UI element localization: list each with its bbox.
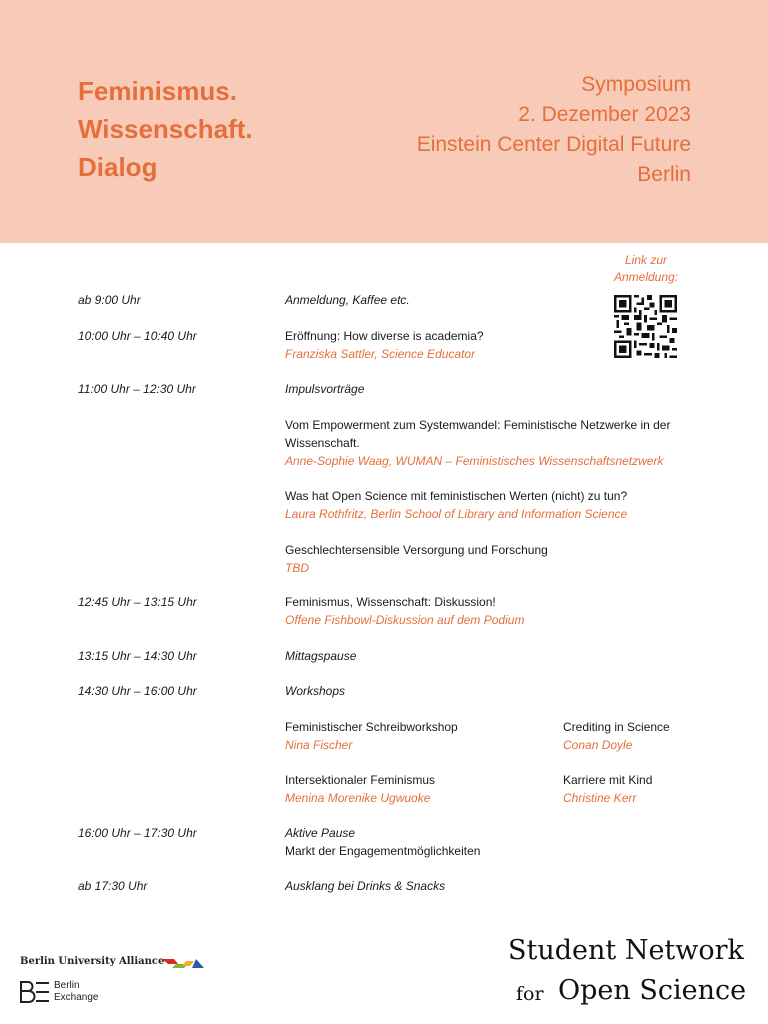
be-line: Berlin <box>54 980 80 991</box>
berlin-exchange-label <box>54 980 98 1004</box>
time-label: ab 9:00 Uhr <box>78 293 141 307</box>
talk-title: Geschlechtersensible Versorgung und Forschung <box>285 543 548 557</box>
session-title: Feminismus, Wissenschaft: Diskussion! <box>285 595 496 609</box>
session-title: Ausklang bei Drinks & Snacks <box>285 879 446 893</box>
page-title <box>78 72 253 186</box>
speaker: Laura Rothfritz, Berlin School of Library and Information Science <box>285 507 628 521</box>
speaker: TBD <box>285 561 309 575</box>
time-label: 16:00 Uhr – 17:30 Uhr <box>78 826 197 840</box>
workshop-title: Intersektionaler Feminismus <box>285 773 436 787</box>
workshop-title: Crediting in Science <box>563 720 670 734</box>
talk-title: Vom Empowerment zum Systemwandel: Feministische Netzwerke in der Wissenschaft. <box>285 418 671 450</box>
berlin-exchange-logo-icon <box>20 981 50 1003</box>
session-title: Workshops <box>285 684 346 698</box>
talk-title: Was hat Open Science mit feministischen Werten (nicht) zu tun? <box>285 489 628 503</box>
student-network-logo: Student Network <box>508 935 744 966</box>
time-label: ab 17:30 Uhr <box>78 879 148 893</box>
speaker: Franziska Sattler, Science Educator <box>285 347 476 361</box>
time-label: 13:15 Uhr – 14:30 Uhr <box>78 649 197 663</box>
speaker: Menina Morenike Ugwuoke <box>285 791 431 805</box>
registration-label <box>600 252 692 286</box>
workshop-title: Feministischer Schreibworkshop <box>285 720 458 734</box>
event-city: Berlin <box>637 163 691 186</box>
event-info <box>417 70 691 190</box>
time-label: 14:30 Uhr – 16:00 Uhr <box>78 684 197 698</box>
time-label: 11:00 Uhr – 12:30 Uhr <box>78 382 196 396</box>
session-title: Eröffnung: How diverse is academia? <box>285 329 484 343</box>
berlin-university-alliance-logo: Berlin University Alliance <box>20 956 165 967</box>
header-banner <box>0 0 768 243</box>
title-line: Feminismus. <box>78 76 237 106</box>
event-venue: Einstein Center Digital Future <box>416 133 691 156</box>
speaker: Nina Fischer <box>285 738 353 752</box>
event-type: Symposium <box>581 73 691 96</box>
speaker: Christine Kerr <box>563 791 637 805</box>
time-label: 12:45 Uhr – 13:15 Uhr <box>78 595 197 609</box>
session-title: Aktive Pause <box>285 826 356 840</box>
open-science-logo: Open Science <box>558 975 747 1006</box>
be-line: Exchange <box>54 992 99 1003</box>
session-title: Mittagspause <box>285 649 357 663</box>
session-title: Impulsvorträge <box>285 382 365 396</box>
event-date: 2. Dezember 2023 <box>518 103 691 126</box>
registration-label-line: Anmeldung: <box>613 270 679 284</box>
speaker: Anne-Sophie Waag, WUMAN – Feministisches Wissenschaftsnetzwerk <box>285 454 664 468</box>
bua-mark-icon <box>162 956 208 970</box>
time-label: 10:00 Uhr – 10:40 Uhr <box>78 329 197 343</box>
session-subtitle: Markt der Engagementmöglichkeiten <box>285 844 481 858</box>
speaker: Offene Fishbowl-Diskussion auf dem Podium <box>285 613 525 627</box>
registration-label-line: Link zur <box>624 253 668 267</box>
title-line: Wissenschaft. <box>78 114 253 144</box>
title-line: Dialog <box>78 152 158 182</box>
student-network-for: for <box>516 983 544 1005</box>
speaker: Conan Doyle <box>563 738 633 752</box>
session-title: Anmeldung, Kaffee etc. <box>285 293 410 307</box>
workshop-title: Karriere mit Kind <box>563 773 653 787</box>
